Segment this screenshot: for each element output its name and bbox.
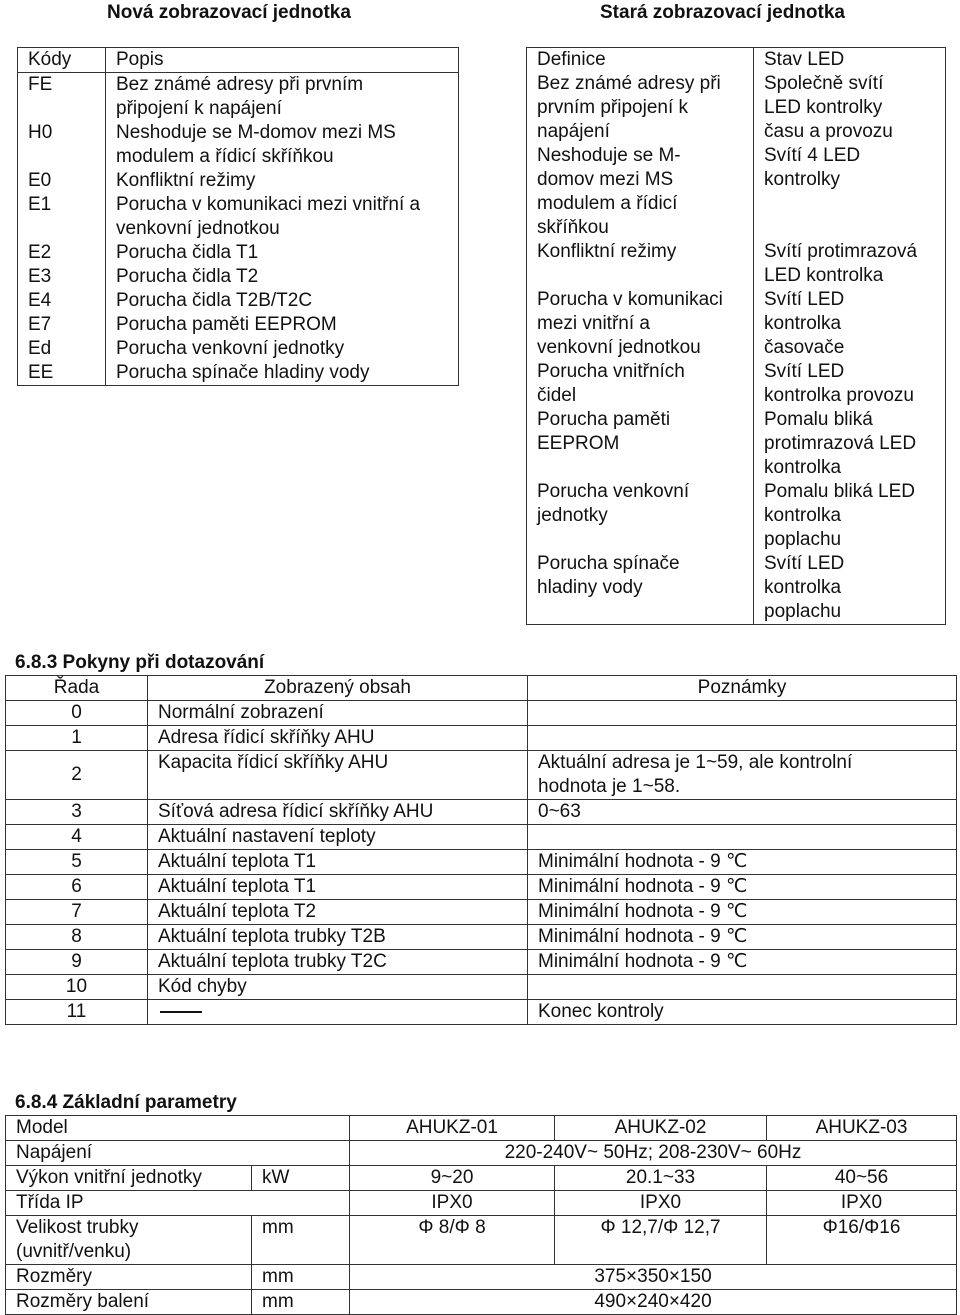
params-model-value-line: AHUKZ-01 [406,1117,498,1138]
old-led-cell [754,72,946,144]
code-cell [18,337,106,361]
params-pack-label [6,1290,252,1315]
code-desc-cell [106,313,459,337]
query-header-n [6,676,148,701]
query-row [6,925,957,950]
code-cell [18,169,106,193]
codes-row [18,265,459,289]
code-cell [18,241,106,265]
params-pipe-value [767,1216,957,1265]
query-note-cell [528,800,957,825]
code-desc-cell [106,361,459,386]
code-desc-cell [106,265,459,289]
query-header-row [6,676,957,701]
params-pack-value [350,1290,957,1315]
params-capacity-unit-line: kW [262,1167,290,1188]
query-content-cell-line: Aktuální teplota T1 [158,851,317,872]
query-content-cell [148,900,528,925]
query-n-cell-line: 11 [66,1001,87,1022]
old-led-cell [754,408,946,480]
code-cell-line: E4 [28,290,52,311]
query-note-cell-line: Minimální hodnota - 9 ℃ [538,901,748,922]
query-n-cell [6,726,148,751]
query-note-cell-line: hodnota je 1~58. [538,776,681,797]
old-led-cell-line: Pomalu bliká LED [764,481,916,502]
code-desc-cell-line: Porucha v komunikaci mezi vnitřní a [116,194,421,215]
old-row [527,408,946,480]
old-def-cell-line: Porucha v komunikaci [537,289,723,310]
old-def-cell [527,144,754,240]
params-ip-label [6,1191,350,1216]
old-def-cell-line: Porucha paměti [537,409,671,430]
query-row [6,900,957,925]
params-pack-unit-line: mm [262,1291,294,1312]
params-capacity-value [350,1166,555,1191]
query-note-cell-line: 0~63 [538,801,581,822]
code-cell-line: EE [28,362,54,383]
query-n-cell [6,825,148,850]
old-led-cell-line: Svítí LED [764,289,845,310]
query-note-cell-line: Minimální hodnota - 9 ℃ [538,851,748,872]
code-desc-cell-line: Porucha čidla T2B/T2C [116,290,313,311]
code-cell [18,289,106,313]
code-cell [18,121,106,169]
query-row [6,975,957,1000]
params-capacity-row [6,1166,957,1191]
code-desc-cell [106,193,459,241]
params-pipe-value-line: Φ 8/Φ 8 [418,1217,486,1238]
query-n-cell [6,701,148,726]
query-content-cell [148,875,528,900]
query-n-cell [6,850,148,875]
old-led-cell-line: Společně svítí [764,73,884,94]
code-desc-cell-line: Neshoduje se M-domov mezi MS [116,122,396,143]
query-note-cell [528,950,957,975]
params-ip-value [767,1191,957,1216]
query-content-cell-line: Síťová adresa řídicí skříňky AHU [158,801,434,822]
old-led-cell-line: Svítí 4 LED [764,145,861,166]
code-cell [18,193,106,241]
code-desc-cell [106,337,459,361]
query-row [6,800,957,825]
old-header-led [754,48,946,73]
query-header-content-line: Zobrazený obsah [264,677,411,698]
params-pack-label-line: Rozměry balení [16,1291,150,1312]
query-content-cell-line: Aktuální teplota T1 [158,876,317,897]
query-note-cell-line: Minimální hodnota - 9 ℃ [538,876,748,897]
codes-row [18,169,459,193]
params-model-value [767,1116,957,1141]
code-desc-cell-line: Konfliktní režimy [116,170,256,191]
params-capacity-value [767,1166,957,1191]
old-led-cell-line: protimrazová LED [764,433,917,454]
params-pipe-label [6,1216,252,1265]
query-n-cell [6,950,148,975]
old-led-cell-line: LED kontrolka [764,265,884,286]
code-desc-cell-line: venkovní jednotkou [116,218,280,239]
code-cell-line: E1 [28,194,52,215]
code-cell-line: H0 [28,122,53,143]
old-def-cell-line: mezi vnitřní a [537,313,650,334]
old-led-cell-line: LED kontrolky [764,97,883,118]
codes-row [18,337,459,361]
params-capacity-unit [252,1166,350,1191]
old-led-cell [754,288,946,360]
params-pack-unit [252,1290,350,1315]
old-led-cell-line: kontrolka provozu [764,385,914,406]
query-note-cell [528,850,957,875]
old-def-cell-line: venkovní jednotkou [537,337,701,358]
query-note-cell-line: Konec kontroly [538,1001,664,1022]
query-header-content [148,676,528,701]
params-pipe-value [350,1216,555,1265]
params-ip-value [555,1191,767,1216]
code-cell-line: E2 [28,242,52,263]
params-ip-value-line: IPX0 [840,1192,883,1213]
params-dims-label-line: Rozměry [16,1266,93,1287]
old-def-cell [527,552,754,625]
old-def-cell-line: Porucha spínače [537,553,680,574]
old-row [527,144,946,240]
query-n-cell [6,800,148,825]
params-capacity-label-line: Výkon vnitřní jednotky [16,1167,202,1188]
query-note-cell [528,825,957,850]
query-content-cell [148,701,528,726]
query-content-cell-line: Aktuální teplota T2 [158,901,317,922]
old-led-cell-line: kontrolka [764,457,842,478]
query-content-cell [148,726,528,751]
code-cell [18,265,106,289]
query-content-cell-line: Aktuální teplota trubky T2C [158,951,387,972]
query-content-cell [148,1000,528,1025]
old-def-cell-line: Porucha venkovní [537,481,690,502]
params-power-row [6,1141,957,1166]
old-led-cell-line: Svítí protimrazová [764,241,918,262]
query-note-cell [528,925,957,950]
old-led-cell-line: kontrolky [764,169,841,190]
codes-row [18,289,459,313]
params-pack-value-line: 490×240×420 [594,1291,712,1312]
query-row [6,751,957,800]
code-desc-cell [106,241,459,265]
query-n-cell-line: 4 [71,826,82,847]
query-row [6,825,957,850]
old-led-cell-line: kontrolka [764,505,842,526]
code-desc-cell-line: připojení k napájení [116,98,282,119]
code-desc-cell [106,121,459,169]
params-dims-unit [252,1265,350,1290]
query-row [6,701,957,726]
params-ip-value-line: IPX0 [639,1192,682,1213]
old-def-cell [527,72,754,144]
query-n-cell-line: 10 [65,976,88,997]
old-row [527,480,946,552]
codes-row [18,241,459,265]
old-def-cell [527,408,754,480]
params-ip-label-line: Třída IP [16,1192,84,1213]
query-content-cell [148,800,528,825]
query-n-cell-line: 1 [71,727,82,748]
query-content-cell-line: Kapacita řídicí skříňky AHU [158,752,389,773]
codes-row [18,313,459,337]
basic-parameters-table [5,1115,957,1315]
old-led-cell-line: poplachu [764,601,842,622]
code-cell-line: E3 [28,266,52,287]
query-header-n-line: Řada [53,677,100,698]
old-led-cell-line: Svítí LED [764,361,845,382]
params-power-value-line: 220-240V~ 50Hz; 208-230V~ 60Hz [504,1142,802,1163]
params-capacity-value-line: 20.1~33 [625,1167,696,1188]
old-row [527,72,946,144]
query-content-cell-line: Normální zobrazení [158,702,324,723]
code-desc-cell-line: Bez známé adresy při prvním [116,74,364,95]
query-note-cell [528,751,957,800]
error-codes-table [17,47,459,386]
params-power-label-line: Napájení [16,1142,93,1163]
old-def-cell-line: hladiny vody [537,577,643,598]
params-pipe-label-line: Velikost trubky [16,1217,139,1238]
params-dims-label [6,1265,252,1290]
old-row [527,360,946,408]
params-pipe-row [6,1216,957,1265]
codes-header-desc [106,48,459,73]
query-note-cell-line: Minimální hodnota - 9 ℃ [538,926,748,947]
old-def-cell-line: Konfliktní režimy [537,241,677,262]
query-section-heading: 6.8.3 Pokyny při dotazování [15,652,265,673]
query-header-note-line: Poznámky [697,677,787,698]
old-def-cell-line: skříňkou [537,217,609,238]
old-display-table [526,47,946,625]
params-ip-row [6,1191,957,1216]
code-desc-cell-line: Porucha spínače hladiny vody [116,362,370,383]
query-content-cell [148,950,528,975]
old-def-cell [527,240,754,288]
query-n-cell [6,751,148,800]
query-row [6,726,957,751]
params-model-label-line: Model [16,1117,68,1138]
params-pipe-label-line: (uvnitř/venku) [16,1241,132,1262]
query-n-cell-line: 0 [71,702,82,723]
code-cell [18,313,106,337]
old-row [527,552,946,625]
query-content-cell-line: Aktuální nastavení teploty [158,826,376,847]
old-led-cell-line: Svítí LED [764,553,845,574]
code-cell-line: FE [28,74,53,95]
params-dims-row [6,1265,957,1290]
code-desc-cell-line: Porucha paměti EEPROM [116,314,337,335]
query-n-cell [6,900,148,925]
old-def-cell-line: Neshoduje se M- [537,145,681,166]
code-desc-cell [106,289,459,313]
code-desc-cell-line: Porucha čidla T1 [116,242,259,263]
params-power-label [6,1141,350,1166]
old-led-cell [754,240,946,288]
query-note-cell [528,726,957,751]
code-cell [18,73,106,122]
old-def-cell [527,288,754,360]
codes-header-row [18,48,459,73]
old-def-cell [527,360,754,408]
dash-line [160,1011,202,1013]
new-display-heading: Nová zobrazovací jednotka [107,2,351,23]
params-pipe-unit [252,1216,350,1265]
params-pipe-value [555,1216,767,1265]
old-def-cell [527,480,754,552]
params-pipe-unit-line: mm [262,1217,294,1238]
query-note-cell [528,875,957,900]
params-model-value [350,1116,555,1141]
query-content-cell [148,975,528,1000]
codes-header-code [18,48,106,73]
query-note-cell [528,975,957,1000]
params-capacity-value-line: 9~20 [430,1167,474,1188]
query-row [6,850,957,875]
query-n-cell [6,975,148,1000]
old-led-cell [754,360,946,408]
old-def-cell-line: napájení [537,121,610,142]
query-n-cell-line: 3 [71,801,82,822]
params-section-heading: 6.8.4 Základní parametry [15,1092,237,1113]
query-row [6,875,957,900]
query-content-cell [148,925,528,950]
params-model-row [6,1116,957,1141]
params-capacity-label [6,1166,252,1191]
query-n-cell [6,925,148,950]
codes-row [18,73,459,122]
params-capacity-value [555,1166,767,1191]
params-pipe-value-line: Φ16/Φ16 [822,1217,901,1238]
codes-row [18,121,459,169]
old-header-def-line: Definice [537,49,606,70]
old-def-cell-line: domov mezi MS [537,169,674,190]
query-row [6,1000,957,1025]
old-led-cell-line: kontrolka [764,577,842,598]
query-content-cell-line: Kód chyby [158,976,247,997]
query-table [5,675,957,1025]
params-dims-unit-line: mm [262,1266,294,1287]
query-header-note [528,676,957,701]
query-n-cell [6,1000,148,1025]
code-desc-cell-line: modulem a řídicí skříňkou [116,146,334,167]
params-ip-value [350,1191,555,1216]
params-dims-value-line: 375×350×150 [594,1266,712,1287]
query-note-cell-line: Minimální hodnota - 9 ℃ [538,951,748,972]
query-content-cell [148,850,528,875]
old-def-cell-line: Bez známé adresy při [537,73,721,94]
codes-header-code-line: Kódy [28,49,72,70]
query-n-cell-line: 6 [71,876,82,897]
code-cell-line: E0 [28,170,52,191]
params-model-value [555,1116,767,1141]
old-def-cell-line: čidel [537,385,577,406]
query-n-cell-line: 7 [71,901,82,922]
code-desc-cell [106,169,459,193]
query-content-cell-line: Adresa řídicí skříňky AHU [158,727,375,748]
query-note-cell [528,900,957,925]
codes-row [18,193,459,241]
query-n-cell-line: 9 [71,951,82,972]
code-desc-cell-line: Porucha venkovní jednotky [116,338,345,359]
old-row [527,288,946,360]
params-power-value [350,1141,957,1166]
query-content-cell-line: Aktuální teplota trubky T2B [158,926,386,947]
query-note-cell [528,701,957,726]
query-n-cell [6,875,148,900]
params-ip-value-line: IPX0 [431,1192,473,1213]
old-def-cell-line: EEPROM [537,433,620,454]
old-def-cell-line: jednotky [537,505,608,526]
old-led-cell-line: času a provozu [764,121,893,142]
params-model-label [6,1116,350,1141]
old-led-cell [754,144,946,240]
query-n-cell-line: 8 [71,926,82,947]
params-dims-value [350,1265,957,1290]
query-row [6,950,957,975]
old-led-cell-line: kontrolka [764,313,842,334]
code-cell-line: Ed [28,338,52,359]
old-led-cell [754,552,946,625]
code-desc-cell-line: Porucha čidla T2 [116,266,259,287]
params-capacity-value-line: 40~56 [834,1167,889,1188]
old-led-cell-line: Pomalu bliká [764,409,873,430]
params-model-value-line: AHUKZ-02 [614,1117,707,1138]
query-note-cell-line: Aktuální adresa je 1~59, ale kontrolní [538,752,853,773]
params-pipe-value-line: Φ 12,7/Φ 12,7 [600,1217,721,1238]
old-display-heading: Stará zobrazovací jednotka [600,2,845,23]
query-n-cell-line: 5 [71,851,82,872]
code-cell [18,361,106,386]
old-def-cell-line: prvním připojení k [537,97,689,118]
old-header-led-line: Stav LED [764,49,845,70]
old-led-cell [754,480,946,552]
codes-row [18,361,459,386]
old-header-def [527,48,754,73]
old-row [527,240,946,288]
old-def-cell-line: modulem a řídicí [537,193,678,214]
params-pack-row [6,1290,957,1315]
code-cell-line: E7 [28,314,52,335]
query-note-cell [528,1000,957,1025]
old-led-cell-line: poplachu [764,529,842,550]
old-header-row [527,48,946,73]
old-def-cell-line: Porucha vnitřních [537,361,685,382]
query-content-cell [148,825,528,850]
old-led-cell-line: časovače [764,337,845,358]
codes-header-desc-line: Popis [116,49,164,70]
query-content-cell [148,751,528,800]
params-model-value-line: AHUKZ-03 [815,1117,908,1138]
code-desc-cell [106,73,459,122]
query-n-cell-line: 2 [71,764,82,785]
